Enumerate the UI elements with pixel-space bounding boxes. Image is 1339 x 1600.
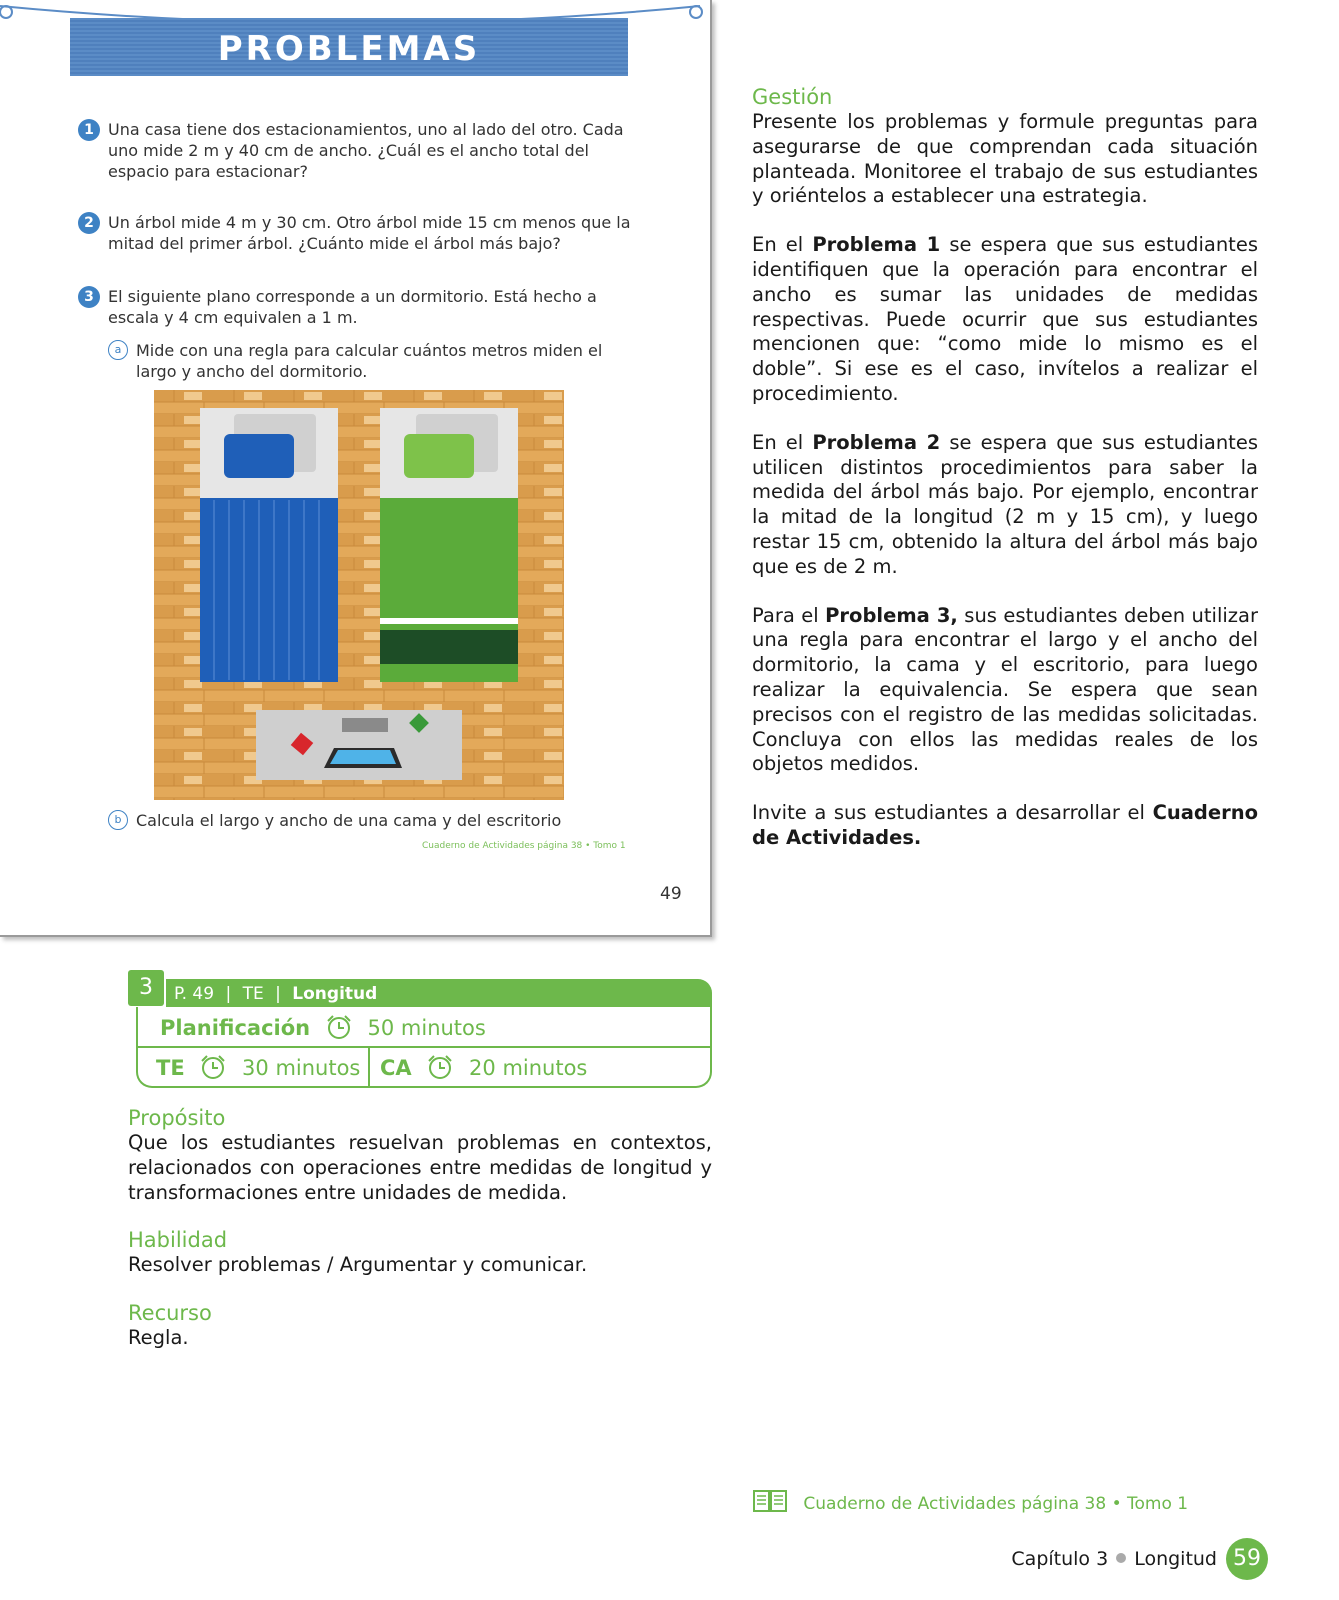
page-number-badge: 59 — [1226, 1538, 1268, 1580]
problemas-banner: PROBLEMAS — [70, 18, 628, 76]
bold-run: Cuaderno de Actividades. — [752, 801, 1258, 849]
planificacion-row — [160, 1014, 486, 1041]
planning-header-bar — [166, 979, 712, 1007]
sub-item-a — [108, 340, 638, 382]
cuaderno-text: Cuaderno de Actividades página 38 • Tomo 1 — [803, 1494, 1189, 1514]
alarm-clock-icon — [426, 1054, 454, 1080]
gestion-paragraph-3 — [752, 431, 1258, 580]
sub-text: Mide con una regla para calcular cuántos metros miden el largo y ancho del dormitorio. — [136, 341, 603, 381]
planificacion-label: Planificación — [160, 1016, 311, 1040]
problem-1 — [78, 119, 638, 182]
problem-text: Un árbol mide 4 m y 30 cm. Otro árbol mide 15 cm menos que la mitad del primer árbol. ¿Cuánto mide el árbol más bajo? — [108, 213, 631, 253]
sub-letter: a — [108, 340, 128, 360]
ca-label: CA — [380, 1056, 412, 1080]
student-page-number: 49 — [660, 884, 682, 904]
problem-number: 2 — [78, 212, 100, 234]
student-page-thumbnail — [0, 0, 712, 937]
text-run: se espera que sus estudiantes utilicen distintos procedimientos para saber la medida del árbol más bajo. Por ejemplo, encontrar la mitad de la longitud (2 m y 15 cm), y luego restar 15 cm, obtenido la altura del árbol más bajo que es de 2 m. — [752, 430, 1258, 578]
footer-chapter: Capítulo 3 — [1011, 1548, 1109, 1570]
gestion-section — [752, 84, 1258, 875]
text-run: En el — [752, 233, 813, 257]
gestion-paragraph-1: Presente los problemas y formule preguntas para asegurarse de que comprendan cada situación planteada. Monitoree el trabajo de sus estudiantes y oriéntelos a establecer una estrategia. — [752, 110, 1258, 208]
recurso-text: Regla. — [128, 1326, 189, 1350]
alarm-clock-icon — [199, 1054, 227, 1080]
gestion-title: Gestión — [752, 85, 833, 109]
te-ref: TE — [242, 984, 264, 1004]
ca-time-row — [380, 1054, 587, 1081]
problem-text: Una casa tiene dos estacionamientos, uno al lado del otro. Cada uno mide 2 m y 40 cm de ancho. ¿Cuál es el ancho total del espacio para estacionar? — [108, 120, 624, 181]
separator: | — [225, 984, 232, 1004]
planning-box — [128, 970, 712, 1088]
alarm-clock-icon — [325, 1014, 353, 1040]
habilidad-text: Resolver problemas / Argumentar y comunicar. — [128, 1253, 588, 1277]
bedroom-floorplan-illustration — [154, 390, 564, 800]
bullet-dot — [1116, 1553, 1126, 1563]
gestion-paragraph-5 — [752, 801, 1258, 851]
separator: | — [275, 984, 281, 1004]
cuaderno-reference-small: Cuaderno de Actividades página 38 • Tomo 1 — [422, 841, 626, 851]
habilidad-title: Habilidad — [128, 1228, 228, 1253]
footer-topic: Longitud — [1134, 1548, 1217, 1570]
text-run: Para el — [752, 603, 826, 627]
problem-3 — [78, 286, 638, 328]
ca-time: 20 minutos — [469, 1056, 588, 1080]
text-run: Invite a sus estudiantes a desarrollar el — [752, 801, 1153, 825]
sub-letter: b — [108, 810, 128, 830]
recurso-title: Recurso — [128, 1301, 212, 1326]
topic-label: Longitud — [292, 984, 378, 1004]
objectives-section — [128, 1105, 712, 1373]
planning-divider — [138, 1046, 710, 1048]
gestion-paragraph-4 — [752, 604, 1258, 778]
problem-number: 3 — [78, 286, 100, 308]
planificacion-time: 50 minutos — [367, 1016, 486, 1040]
proposito-text: Que los estudiantes resuelvan problemas en contextos, relacionados con operaciones entre medidas de longitud y transformaciones entre unidades de medida. — [128, 1131, 712, 1204]
gestion-paragraph-2 — [752, 233, 1258, 407]
cuaderno-reference — [752, 1488, 1188, 1515]
page-footer — [1011, 1538, 1217, 1580]
proposito-title: Propósito — [128, 1106, 226, 1130]
text-run: En el — [752, 430, 813, 454]
problem-2 — [78, 212, 638, 254]
bold-run: Problema 3, — [825, 603, 958, 627]
sub-item-b — [108, 810, 638, 831]
bold-run: Problema 2 — [812, 430, 941, 454]
text-run: se espera que sus estudiantes identifiquen que la operación para encontrar el ancho es sumar las unidades de medidas respectivas. Puede ocurrir que sus estudiantes mencionen que: “como mide lo mismo es el doble”. Si ese es el caso, invítelos a realizar el procedimiento. — [752, 233, 1258, 405]
sub-text: Calcula el largo y ancho de una cama y del escritorio — [136, 811, 562, 830]
planning-vertical-divider — [368, 1048, 370, 1088]
text-run: sus estudiantes deben utilizar una regla para encontrar el largo y el ancho del dormitorio, la cama y el escritorio, para luego realizar la equivalencia. Se espera que sean precisos con el registro de las medidas solicitadas. Concluya con ellos las medidas reales de los objetos medidos. — [752, 603, 1258, 776]
problem-number: 1 — [78, 119, 100, 141]
problem-text: El siguiente plano corresponde a un dormitorio. Está hecho a escala y 4 cm equivalen a 1 m. — [108, 287, 597, 327]
page-ref: P. 49 — [174, 984, 215, 1004]
open-book-icon — [752, 1488, 788, 1514]
te-time: 30 minutos — [242, 1056, 361, 1080]
te-label: TE — [156, 1056, 185, 1080]
te-time-row — [156, 1054, 360, 1081]
chapter-number-badge: 3 — [128, 970, 164, 1006]
bold-run: Problema 1 — [812, 233, 941, 257]
